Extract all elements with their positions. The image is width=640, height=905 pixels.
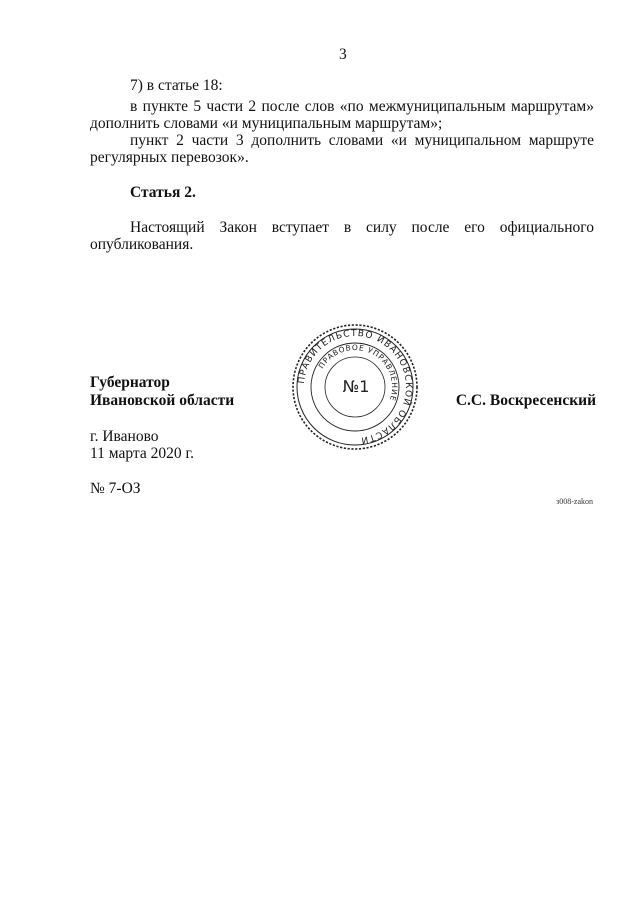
article2-line2: опубликования. xyxy=(90,236,194,253)
signatory-name: С.С. Воскресенский xyxy=(455,392,596,409)
official-stamp xyxy=(290,322,420,452)
item7-paragraph1-line2: дополнить словами «и муниципальным маршрутам»; xyxy=(90,115,443,132)
item7-paragraph2-line2: регулярных перевозок». xyxy=(90,149,249,166)
stamp-outer-text: ПРАВИТЕЛЬСТВО ИВАНОВСКОЙ ОБЛАСТИ xyxy=(297,328,414,445)
place: г. Иваново xyxy=(90,428,159,445)
date: 11 марта 2020 г. xyxy=(90,445,195,462)
signatory-title-line1: Губернатор xyxy=(90,374,170,391)
item7-paragraph2-line1: пункт 2 части 3 дополнить словами «и муниципальном маршруте xyxy=(130,132,594,149)
law-number: № 7-ОЗ xyxy=(90,480,141,497)
page-number: 3 xyxy=(339,46,347,63)
article2-line1: Настоящий Закон вступает в силу после его официального xyxy=(130,219,594,236)
item7-heading: 7) в статье 18: xyxy=(130,77,223,94)
stamp-inner-text: ПРАВОВОЕ УПРАВЛЕНИЕ xyxy=(316,342,400,403)
stamp-center-number: №1 xyxy=(342,377,370,396)
article2-heading: Статья 2. xyxy=(130,184,196,201)
item7-paragraph1-line1: в пункте 5 части 2 после слов «по межмуниципальным маршрутам» xyxy=(130,98,594,115)
signatory-title-line2: Ивановской области xyxy=(90,392,235,409)
file-code: з008-zakon xyxy=(556,497,593,506)
